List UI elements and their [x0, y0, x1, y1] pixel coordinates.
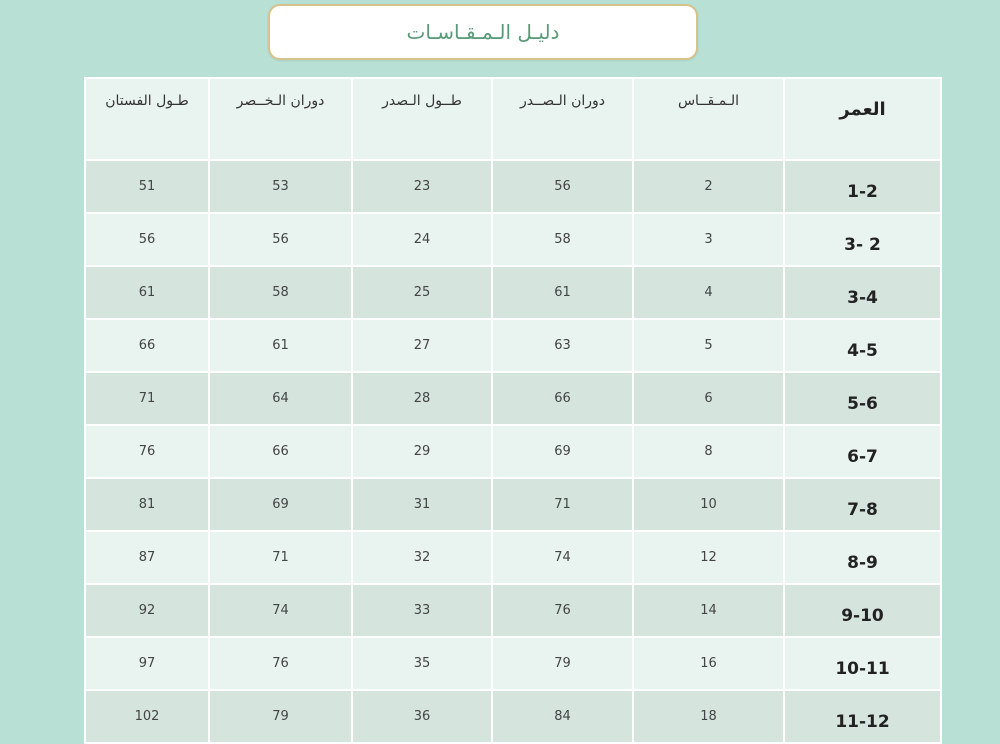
cell-chest-circumference: 71 — [492, 478, 633, 531]
cell-chest-circumference: 76 — [492, 584, 633, 637]
cell-size: 12 — [633, 531, 784, 584]
cell-dress-length: 97 — [85, 637, 209, 690]
table-header-row — [85, 78, 941, 160]
cell-waist-circumference: 71 — [209, 531, 352, 584]
header-size: الـمـقــاس — [633, 78, 784, 160]
cell-chest-length: 32 — [352, 531, 492, 584]
cell-age: 9-10 — [784, 584, 941, 637]
cell-dress-length: 76 — [85, 425, 209, 478]
header-chest-circumference: دوران الـصــدر — [492, 78, 633, 160]
cell-chest-length: 29 — [352, 425, 492, 478]
cell-dress-length: 71 — [85, 372, 209, 425]
cell-size: 6 — [633, 372, 784, 425]
cell-chest-circumference: 74 — [492, 531, 633, 584]
cell-chest-circumference: 79 — [492, 637, 633, 690]
cell-size: 4 — [633, 266, 784, 319]
cell-waist-circumference: 64 — [209, 372, 352, 425]
cell-chest-circumference: 63 — [492, 319, 633, 372]
cell-size: 18 — [633, 690, 784, 743]
cell-chest-length: 23 — [352, 160, 492, 213]
cell-dress-length: 51 — [85, 160, 209, 213]
cell-chest-length: 35 — [352, 637, 492, 690]
cell-waist-circumference: 69 — [209, 478, 352, 531]
cell-size: 10 — [633, 478, 784, 531]
cell-chest-length: 24 — [352, 213, 492, 266]
cell-waist-circumference: 58 — [209, 266, 352, 319]
table-row — [85, 637, 941, 690]
table-row — [85, 531, 941, 584]
cell-chest-length: 28 — [352, 372, 492, 425]
table-row — [85, 372, 941, 425]
cell-waist-circumference: 74 — [209, 584, 352, 637]
cell-waist-circumference: 61 — [209, 319, 352, 372]
cell-age: 11-12 — [784, 690, 941, 743]
cell-size: 8 — [633, 425, 784, 478]
cell-waist-circumference: 53 — [209, 160, 352, 213]
cell-dress-length: 61 — [85, 266, 209, 319]
cell-age: 8-9 — [784, 531, 941, 584]
header-dress-length: طـول الفستان — [85, 78, 209, 160]
header-waist-circumference: دوران الـخــصر — [209, 78, 352, 160]
cell-age: 4-5 — [784, 319, 941, 372]
size-chart-table — [84, 77, 942, 744]
cell-dress-length: 87 — [85, 531, 209, 584]
table-row — [85, 425, 941, 478]
cell-age: 10-11 — [784, 637, 941, 690]
cell-chest-length: 27 — [352, 319, 492, 372]
cell-dress-length: 56 — [85, 213, 209, 266]
table-row — [85, 319, 941, 372]
cell-age: 1-2 — [784, 160, 941, 213]
cell-size: 5 — [633, 319, 784, 372]
cell-chest-length: 25 — [352, 266, 492, 319]
table-row — [85, 213, 941, 266]
header-chest-length: طــول الـصدر — [352, 78, 492, 160]
cell-dress-length: 92 — [85, 584, 209, 637]
cell-chest-circumference: 56 — [492, 160, 633, 213]
table-row — [85, 160, 941, 213]
table-row — [85, 266, 941, 319]
table-row — [85, 478, 941, 531]
cell-size: 3 — [633, 213, 784, 266]
table-row — [85, 690, 941, 743]
cell-waist-circumference: 56 — [209, 213, 352, 266]
cell-waist-circumference: 79 — [209, 690, 352, 743]
cell-chest-length: 33 — [352, 584, 492, 637]
cell-dress-length: 102 — [85, 690, 209, 743]
table-body — [85, 160, 941, 743]
cell-dress-length: 81 — [85, 478, 209, 531]
cell-waist-circumference: 76 — [209, 637, 352, 690]
cell-chest-circumference: 66 — [492, 372, 633, 425]
cell-chest-circumference: 84 — [492, 690, 633, 743]
page-title: دليـل الـمـقـاسـات — [406, 20, 560, 44]
cell-size: 14 — [633, 584, 784, 637]
cell-age: 2 -3 — [784, 213, 941, 266]
cell-age: 6-7 — [784, 425, 941, 478]
table-row — [85, 584, 941, 637]
header-age: العمر — [784, 78, 941, 160]
title-box — [268, 4, 698, 60]
cell-chest-circumference: 58 — [492, 213, 633, 266]
cell-chest-length: 31 — [352, 478, 492, 531]
cell-age: 5-6 — [784, 372, 941, 425]
cell-chest-circumference: 69 — [492, 425, 633, 478]
cell-chest-length: 36 — [352, 690, 492, 743]
cell-age: 3-4 — [784, 266, 941, 319]
cell-size: 2 — [633, 160, 784, 213]
cell-chest-circumference: 61 — [492, 266, 633, 319]
cell-age: 7-8 — [784, 478, 941, 531]
cell-dress-length: 66 — [85, 319, 209, 372]
cell-waist-circumference: 66 — [209, 425, 352, 478]
cell-size: 16 — [633, 637, 784, 690]
